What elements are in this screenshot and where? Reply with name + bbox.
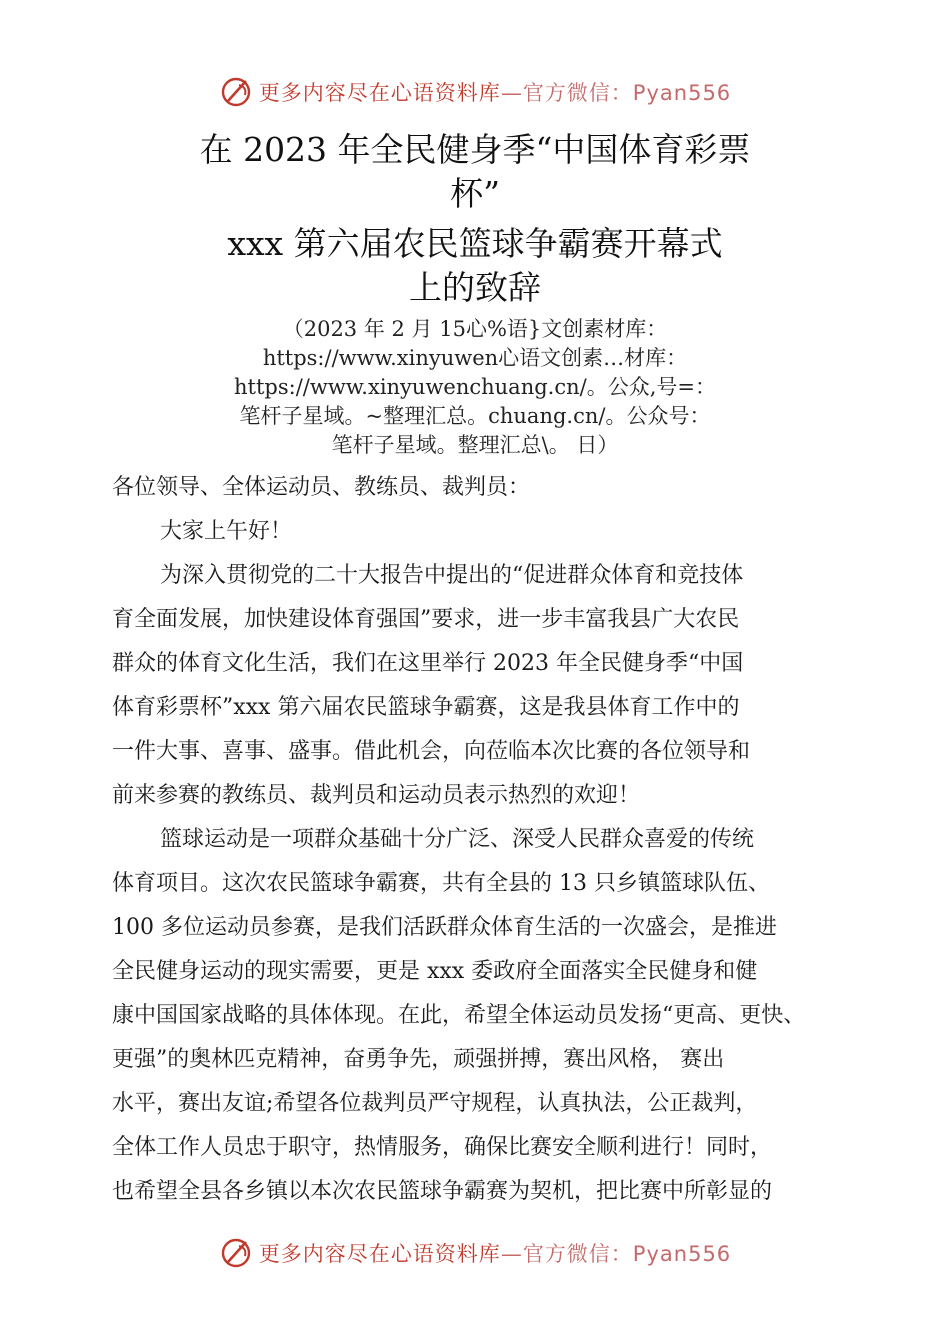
title-line: 杯” xyxy=(450,174,500,213)
title-line: 在 2023 年全民健身季“中国体育彩票 xyxy=(199,130,751,169)
meta-line: https://www.xinyuwenchuang.cn/。公众,号=： xyxy=(234,375,716,399)
quill-logo-icon xyxy=(219,75,253,109)
paragraph-line: 育全面发展，加快建设体育强国”要求，进一步丰富我县广大农民 xyxy=(112,607,740,632)
paragraph-line: 更强”的奥林匹克精神，奋勇争先，顽强拼搏，赛出风格， 赛出 xyxy=(112,1047,725,1072)
title-line: 上的致辞 xyxy=(409,268,541,307)
paragraph-line: 全体工作人员忠于职守，热情服务，确保比赛安全顺利进行！同时， xyxy=(112,1135,773,1160)
paragraph-line: 康中国国家战略的具体体现。在此，希望全体运动员发扬“更高、更快、 xyxy=(112,1003,806,1028)
paragraph-line: 一件大事、喜事、盛事。借此机会，向莅临本次比赛的各位领导和 xyxy=(112,739,751,764)
paragraph-2 xyxy=(112,818,872,1214)
header-watermark xyxy=(0,72,950,112)
paragraph-line: 群众的体育文化生活，我们在这里举行 2023 年全民健身季“中国 xyxy=(112,651,744,676)
watermark-text: 更多内容尽在心语资料库—官方微信：Pyan556 xyxy=(258,81,732,105)
paragraph-line: 体育项目。这次农民篮球争霸赛，共有全县的 13 只乡镇篮球队伍、 xyxy=(112,871,770,896)
meta-line: 笔杆子星域。整理汇总\。 日） xyxy=(331,433,619,457)
greeting: 大家上午好！ xyxy=(160,519,293,544)
watermark-text: 更多内容尽在心语资料库—官方微信：Pyan556 xyxy=(258,1242,732,1266)
title-line: xxx 第六届农民篮球争霸赛开幕式 xyxy=(227,224,723,263)
paragraph-line: 全民健身运动的现实需要，更是 xxx 委政府全面落实全民健身和健 xyxy=(112,959,758,984)
meta-line: （2023 年 2 月 15心%语}文创素材库： xyxy=(282,317,668,341)
meta-line: 笔杆子星域。~整理汇总。chuang.cn/。公众号： xyxy=(239,404,711,428)
quill-logo-icon xyxy=(219,1236,253,1270)
paragraph-line: 为深入贯彻党的二十大报告中提出的“促进群众体育和竞技体 xyxy=(160,563,744,588)
date-source-note xyxy=(0,315,950,460)
document-title xyxy=(0,128,950,310)
paragraph-line: 100 多位运动员参赛，是我们活跃群众体育生活的一次盛会，是推进 xyxy=(112,915,777,940)
paragraph-line: 体育彩票杯”xxx 第六届农民篮球争霸赛，这是我县体育工作中的 xyxy=(112,695,740,720)
footer-watermark xyxy=(0,1233,950,1273)
paragraph-line: 也希望全县各乡镇以本次农民篮球争霸赛为契机，把比赛中所彰显的 xyxy=(112,1179,773,1204)
salutation: 各位领导、全体运动员、教练员、裁判员： xyxy=(112,475,531,500)
speech-body xyxy=(112,466,872,1214)
paragraph-1 xyxy=(112,554,872,818)
paragraph-line: 前来参赛的教练员、裁判员和运动员表示热烈的欢迎！ xyxy=(112,783,641,808)
paragraph-line: 水平，赛出友谊;希望各位裁判员严守规程，认真执法，公正裁判， xyxy=(112,1091,758,1116)
paragraph-line: 篮球运动是一项群众基础十分广泛、深受人民群众喜爱的传统 xyxy=(160,827,755,852)
meta-line: https://www.xinyuwen心语文创素…材库： xyxy=(262,346,688,370)
